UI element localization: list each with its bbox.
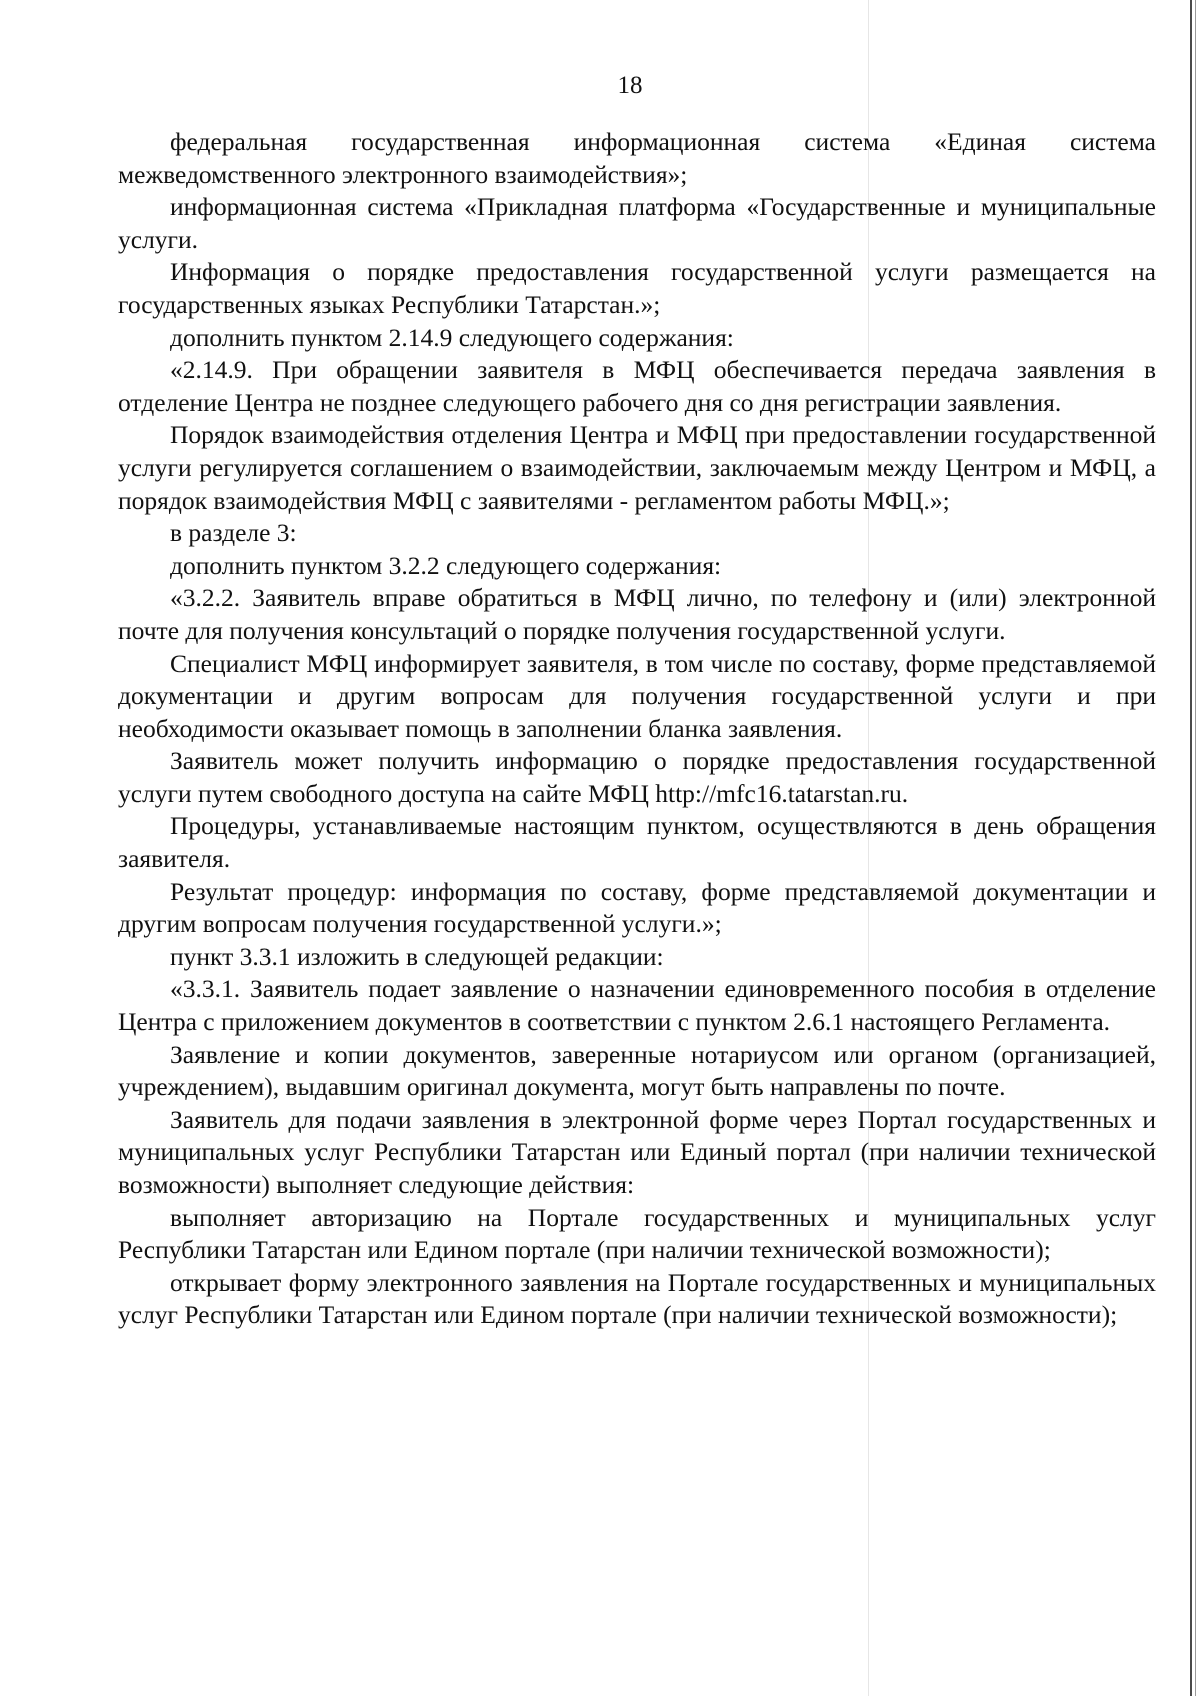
paragraph: дополнить пунктом 3.2.2 следующего содержания: (170, 550, 722, 580)
paragraph: Заявитель для подачи заявления в электронной форме через Портал государственных и муниципальных услуг Республики Татарстан или Единый портал (при наличии технической возможности) выполняет следующие действия: (118, 1104, 1156, 1199)
scan-edge-line-secondary (1195, 0, 1196, 1696)
paragraph: Специалист МФЦ информирует заявителя, в том числе по составу, форме представляемой документации и другим вопросам для получения государственной услуги и при необходимости оказывает помощь в заполнении бланка заявления. (118, 648, 1156, 743)
paragraph: «2.14.9. При обращении заявителя в МФЦ обеспечивается передача заявления в отделение Центра не позднее следующего рабочего дня со дня регистрации заявления. (118, 355, 1156, 417)
paragraph: пункт 3.3.1 изложить в следующей редакции: (170, 941, 664, 971)
paragraph: Процедуры, устанавливаемые настоящим пунктом, осуществляются в день обращения заявителя. (118, 811, 1156, 874)
paragraph: Результат процедур: информация по составу, форме представляемой документации и другим вопросам получения государственной услуги.»; (118, 876, 1156, 939)
scan-edge-line (1190, 0, 1192, 1696)
paragraph: Порядок взаимодействия отделения Центра и МФЦ при предоставлении государственной услуги регулируется соглашением о взаимодействии, заключаемым между Центром и МФЦ, а порядок взаимодействия МФЦ с заявителями - регламентом работы МФЦ.»; (118, 420, 1156, 515)
paragraph: «3.3.1. Заявитель подает заявление о назначении единовременного пособия в отделение Центра с приложением документов в соответствии с пунктом 2.6.1 настоящего Регламента. (118, 974, 1156, 1037)
paragraph: выполняет авторизацию на Портале государственных и муниципальных услуг Республики Татарстан или Едином портале (при наличии технической возможности); (118, 1202, 1156, 1265)
page-number: 18 (617, 72, 643, 99)
paragraph: федеральная государственная информационная система «Единая система межведомственного электронного взаимодействия»; (118, 127, 1156, 189)
paragraph: Заявление и копии документов, заверенные нотариусом или органом (организацией, учреждением), выдавшим оригинал документа, могут быть направлены по почте. (118, 1039, 1156, 1102)
document-body (118, 126, 1156, 1332)
paragraph: информационная система «Прикладная платформа «Государственные и муниципальные услуги. (118, 192, 1156, 254)
paragraph: Информация о порядке предоставления государственной услуги размещается на государственных языках Республики Татарстан.»; (118, 257, 1156, 319)
paragraph: дополнить пунктом 2.14.9 следующего содержания: (170, 322, 734, 352)
paragraph: Заявитель может получить информацию о порядке предоставления государственной услуги путем свободного доступа на сайте МФЦ http://mfc16.tatarstan.ru. (118, 746, 1156, 808)
paragraph: «3.2.2. Заявитель вправе обратиться в МФЦ лично, по телефону и (или) электронной почте для получения консультаций о порядке получения государственной услуги. (118, 583, 1156, 645)
paragraph: в разделе 3: (170, 518, 297, 548)
paragraph: открывает форму электронного заявления на Портале государственных и муниципальных услуг Республики Татарстан или Едином портале (при наличии технической возможности); (118, 1267, 1156, 1330)
